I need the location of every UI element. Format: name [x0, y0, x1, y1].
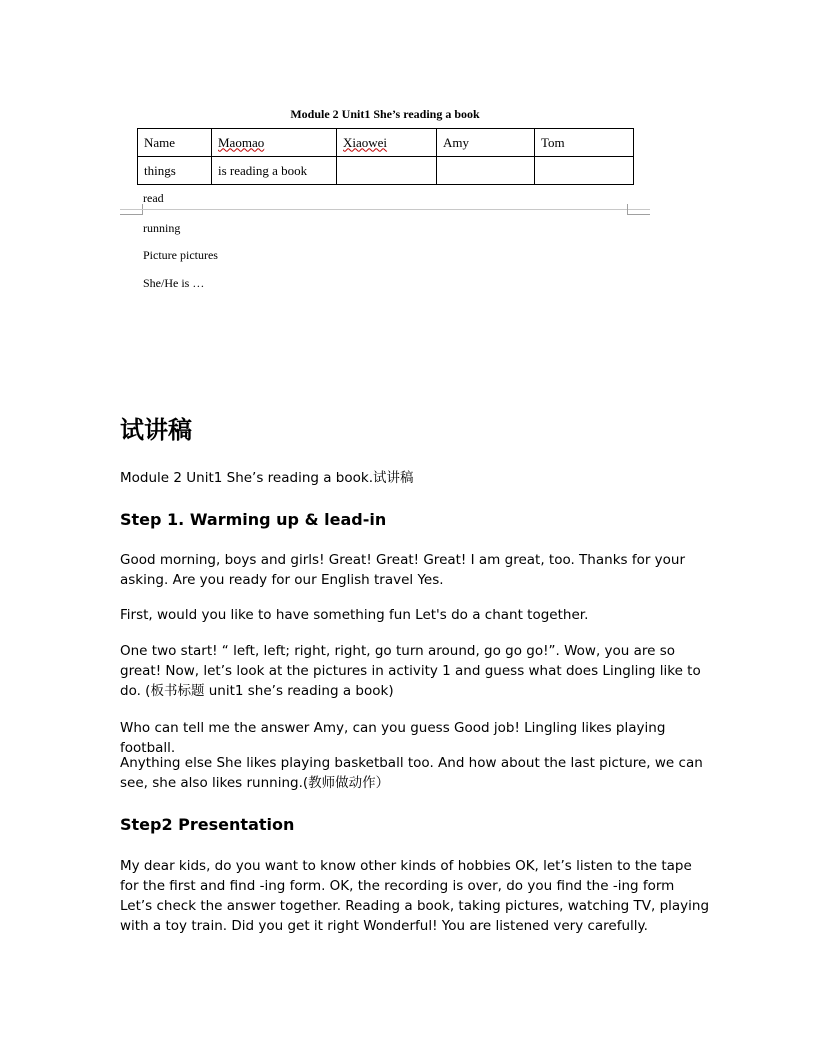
step1-paragraph: Who can tell me the answer Amy, can you guess Good job! Lingling likes playing football.: [120, 720, 666, 756]
step1-heading: Step 1. Warming up & lead-in: [120, 510, 387, 529]
table-cell: things: [138, 157, 212, 185]
note-she-he: She/He is …: [143, 276, 205, 290]
table-cell: Tom: [535, 129, 634, 157]
subtitle-line: Module 2 Unit1 She’s reading a book.试讲稿: [120, 470, 414, 486]
table-cell-text: Xiaowei: [343, 134, 388, 150]
page-corner-mark: [627, 204, 650, 215]
table-cell: Name: [138, 129, 212, 157]
table-cell: Amy: [437, 129, 535, 157]
table-cell: [437, 157, 535, 185]
table-cell: is reading a book: [212, 157, 337, 185]
step1-paragraph: Good morning, boys and girls! Great! Great! Great! I am great, too. Thanks for your asking. Are you ready for our English travel Yes.: [120, 552, 686, 588]
step2-paragraph: My dear kids, do you want to know other kinds of hobbies OK, let’s listen to the tape for the first and find -ing form. OK, the recording is over, do you find the -ing form Let’s check the answer together. Reading a book, taking pictures, watching TV, playing with a toy train. Did you get it right Wonderful! You are listened very carefully.: [120, 858, 710, 934]
table-cell: [337, 129, 437, 157]
table-cell-text: Maomao: [218, 134, 265, 150]
table-row: [138, 129, 634, 157]
table-cell: [212, 129, 337, 157]
doc-title: Module 2 Unit1 She’s reading a book: [290, 107, 480, 121]
note-picture: Picture pictures: [143, 248, 218, 262]
table-cell: [535, 157, 634, 185]
step1-paragraph: One two start! “ left, left; right, right, go turn around, go go go!”. Wow, you are so great! Now, let’s look at the pictures in activity 1 and guess what does Lingling like to do. (板书标题 unit1 she’s reading a book): [120, 643, 701, 699]
names-table: [137, 128, 634, 185]
note-read: read: [143, 191, 164, 205]
step1-paragraph: Anything else She likes playing basketball too. And how about the last picture, we can see, she also likes running.(教师做动作）: [120, 755, 703, 791]
table-row: [138, 157, 634, 185]
step2-heading: Step2 Presentation: [120, 815, 295, 834]
page-divider: [120, 209, 650, 210]
step1-paragraph: First, would you like to have something fun Let's do a chant together.: [120, 607, 589, 623]
table-cell: [337, 157, 437, 185]
note-running: running: [143, 221, 181, 235]
main-heading: 试讲稿: [120, 415, 192, 444]
